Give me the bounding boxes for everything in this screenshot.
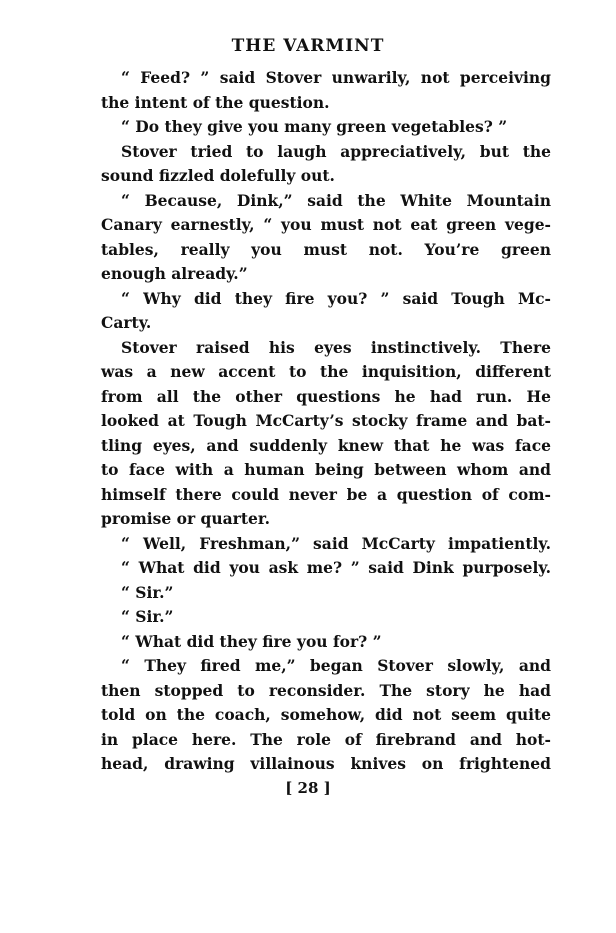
text-line: “ Because, Dink,” said the White Mountain	[121, 190, 551, 210]
text-line: “ Well, Freshman,” said McCarty impatiently.	[121, 533, 551, 553]
text-line: “ Sir.”	[121, 582, 174, 602]
text-line: Stover tried to laugh appreciatively, but the	[121, 141, 551, 161]
text-line: then stopped to reconsider. The story he had	[101, 680, 551, 700]
text-line: “ Why did they fire you? ” said Tough Mc-	[121, 288, 551, 308]
text-line: told on the coach, somehow, did not seem quite	[101, 705, 551, 724]
body-text	[101, 66, 551, 777]
text-line: looked at Tough McCarty’s stocky frame and bat-	[101, 411, 551, 430]
text-line: tables, really you must not. You’re green	[101, 239, 551, 259]
text-line: was a new accent to the inquisition, different	[101, 362, 551, 381]
text-line: himself there could never be a question of com-	[101, 484, 551, 504]
text-line: Carty.	[101, 313, 152, 332]
page-number: [ 28 ]	[285, 779, 331, 797]
text-line: in place here. The role of firebrand and hot-	[101, 729, 551, 749]
text-line: “ Do they give you many green vegetables? ”	[121, 117, 508, 136]
text-line: “ Feed? ” said Stover unwarily, not perceiving	[121, 68, 551, 87]
text-line: “ Sir.”	[121, 607, 174, 626]
running-head: THE VARMINT	[231, 36, 385, 56]
text-line: “ What did they fire you for? ”	[121, 631, 382, 651]
text-line: tling eyes, and suddenly knew that he was face	[101, 435, 551, 455]
text-line: enough already.”	[101, 264, 248, 283]
text-line: “ They fired me,” began Stover slowly, and	[121, 656, 551, 675]
text-line: head, drawing villainous knives on frightened	[101, 754, 551, 773]
text-line: from all the other questions he had run. He	[101, 386, 551, 406]
text-line: Canary earnestly, “ you must not eat green vege-	[101, 215, 551, 234]
text-line: to face with a human being between whom and	[101, 460, 551, 479]
text-line: “ What did you ask me? ” said Dink purposely.	[121, 558, 551, 577]
text-line: sound fizzled dolefully out.	[101, 166, 335, 185]
text-line: promise or quarter.	[101, 509, 270, 528]
text-line: the intent of the question.	[101, 92, 330, 112]
text-line: Stover raised his eyes instinctively. There	[121, 337, 551, 357]
